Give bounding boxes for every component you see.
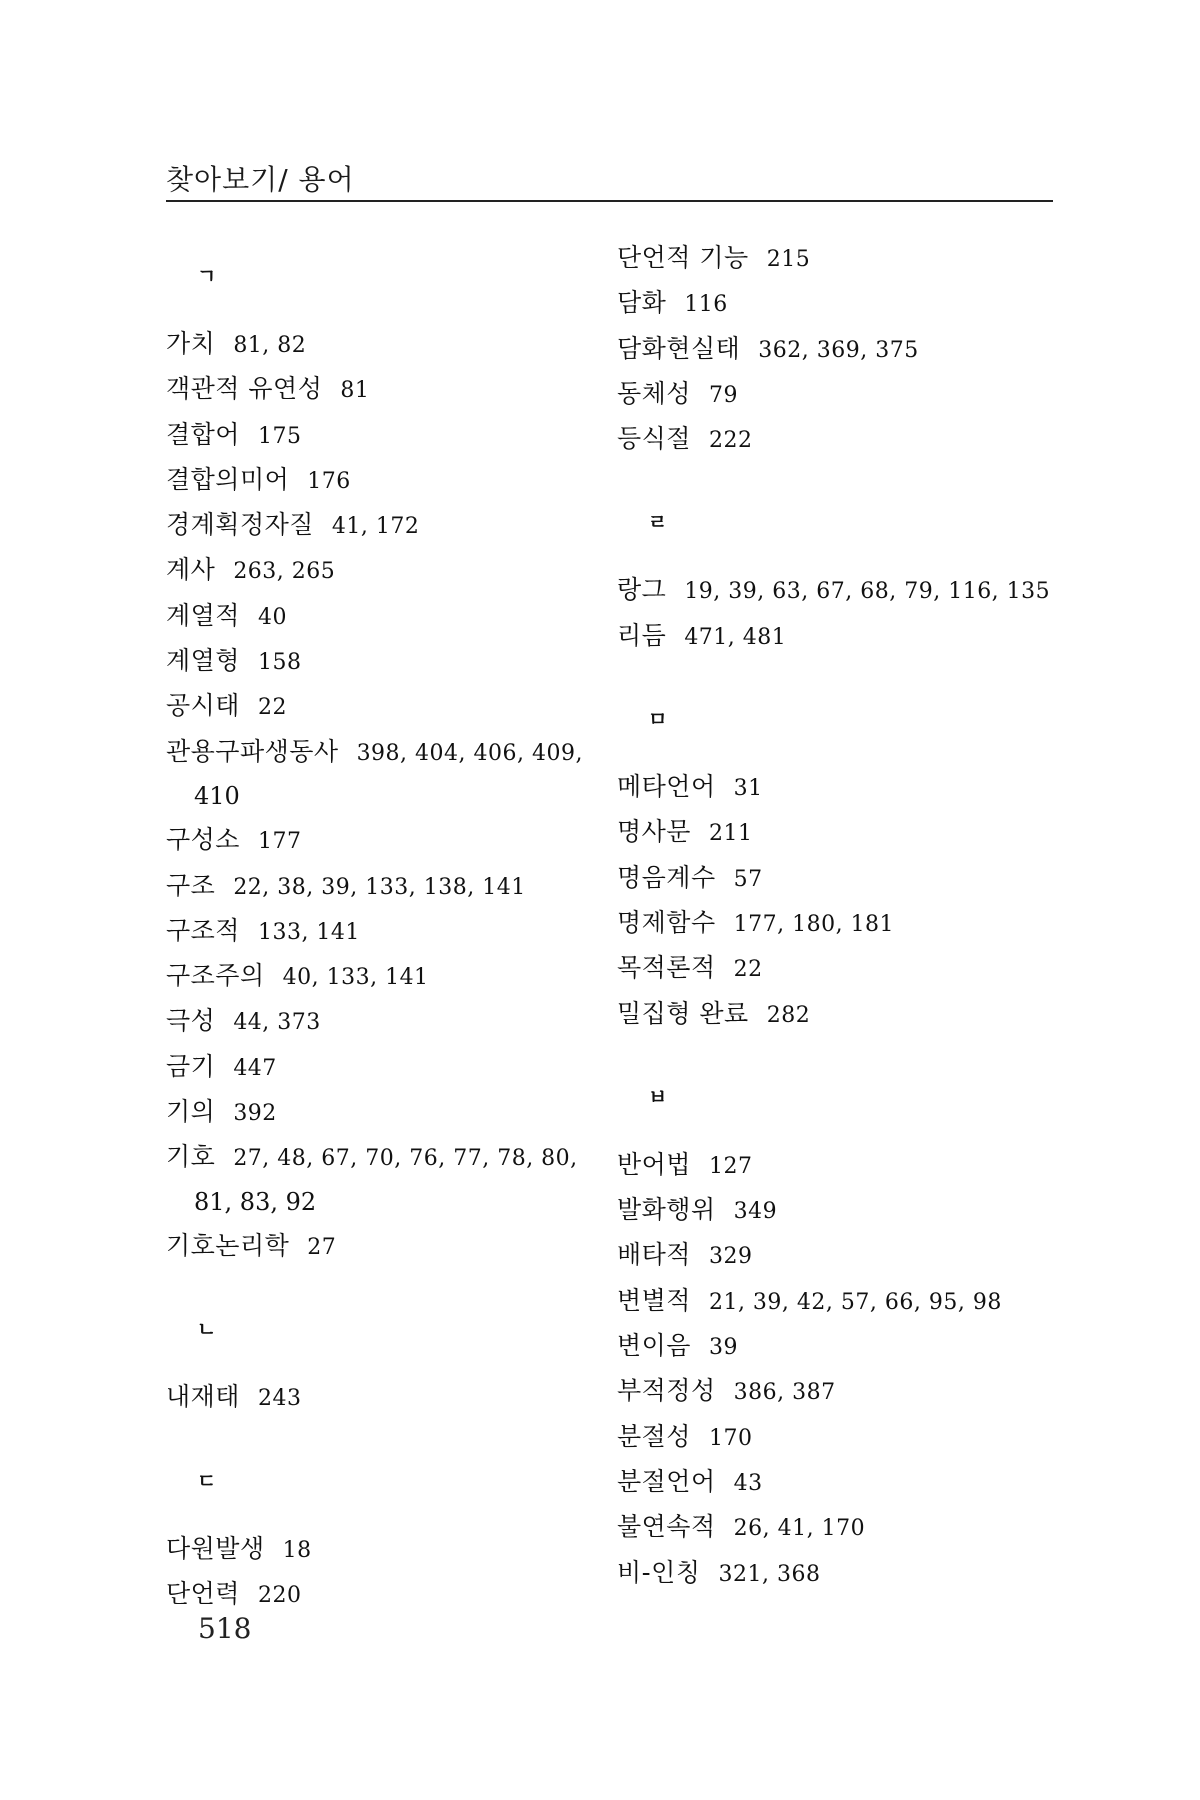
- page-references: 177: [257, 829, 302, 855]
- index-term: 밀집형 완료: [617, 998, 749, 1028]
- index-column-right: [617, 236, 1057, 1596]
- page-references: 398, 404, 406, 409,: [356, 740, 583, 766]
- page-references: 31: [733, 776, 763, 802]
- index-entry: [166, 639, 606, 684]
- index-term: 변별적: [617, 1285, 691, 1315]
- index-entry: [166, 1375, 606, 1420]
- index-term: 계열형: [166, 646, 240, 676]
- index-entry: [166, 999, 606, 1044]
- page-references: 158: [257, 650, 302, 676]
- page-references: 18: [282, 1537, 312, 1563]
- page-references: 43: [733, 1470, 763, 1496]
- section-letter: ㄴ: [197, 1317, 217, 1342]
- index-entry: [617, 614, 1057, 659]
- index-term: 기의: [166, 1097, 216, 1127]
- page-references: 81, 82: [233, 333, 307, 358]
- index-term: 담화현실태: [617, 333, 741, 363]
- section-gap: [166, 1421, 606, 1465]
- index-entry: [617, 1143, 1057, 1188]
- index-term: 배타적: [617, 1240, 691, 1270]
- page-references: 39: [708, 1335, 738, 1361]
- page-references: 21, 39, 42, 57, 66, 95, 98: [708, 1289, 1002, 1315]
- index-entry: [617, 1324, 1057, 1369]
- index-term: 명음계수: [617, 862, 716, 892]
- index-entry: [166, 594, 606, 639]
- index-term: 담화: [617, 288, 667, 318]
- index-term: 구조: [166, 870, 216, 900]
- index-term: 결합어: [166, 419, 240, 449]
- index-term: 다원발생: [166, 1533, 265, 1563]
- page-references: 215: [766, 247, 811, 272]
- index-term: 리듬: [617, 620, 667, 650]
- index-term: 구성소: [166, 825, 240, 855]
- page-references: 222: [708, 428, 753, 454]
- index-entry: [166, 818, 606, 863]
- index-term: 경계획정자질: [166, 510, 314, 540]
- page-references: 133, 141: [257, 919, 360, 945]
- page-references-continued: 410: [194, 781, 240, 810]
- page-references: 282: [766, 1002, 811, 1028]
- index-term: 공시태: [166, 691, 240, 721]
- index-term: 극성: [166, 1006, 216, 1036]
- index-entry: [166, 1224, 606, 1269]
- index-term: 불연속적: [617, 1512, 716, 1542]
- index-term: 반어법: [617, 1149, 691, 1179]
- section-letter: ㅂ: [648, 1084, 668, 1109]
- page-references: 175: [257, 423, 302, 449]
- index-term: 변이음: [617, 1331, 691, 1361]
- index-term: 부적정성: [617, 1376, 716, 1406]
- index-entry: [166, 367, 606, 412]
- index-entry: [166, 503, 606, 548]
- index-term: 구조적: [166, 915, 240, 945]
- index-entry: [617, 1460, 1057, 1505]
- page-references: 243: [257, 1386, 302, 1412]
- page-references: 220: [257, 1582, 302, 1608]
- index-entry: [617, 281, 1057, 326]
- index-entry: [166, 413, 606, 458]
- index-term: 가치: [166, 329, 216, 358]
- index-term: 발화행위: [617, 1195, 716, 1225]
- page-references: 26, 41, 170: [733, 1516, 866, 1542]
- index-term: 결합의미어: [166, 464, 290, 494]
- page-references: 81: [340, 378, 370, 404]
- page-references: 79: [708, 382, 738, 408]
- index-entry: [617, 765, 1057, 810]
- index-term: 관용구파생동사: [166, 736, 339, 766]
- index-term: 단언적 기능: [617, 243, 749, 272]
- page-references: 329: [708, 1244, 753, 1270]
- index-entry: [617, 946, 1057, 991]
- page-references: 471, 481: [684, 624, 787, 650]
- page-references: 40, 133, 141: [282, 965, 429, 991]
- page-references-continued: 81, 83, 92: [194, 1187, 317, 1216]
- index-entry: [617, 1415, 1057, 1460]
- index-term: 동체성: [617, 378, 691, 408]
- index-term: 계열적: [166, 600, 240, 630]
- index-entry: [166, 864, 606, 909]
- index-entry: [166, 684, 606, 729]
- index-entry: [617, 1188, 1057, 1233]
- page-references: 386, 387: [733, 1380, 836, 1406]
- page-references: 40: [257, 604, 287, 630]
- index-entry: [166, 1572, 606, 1617]
- section-gap: [166, 1269, 606, 1313]
- section-gap: [617, 659, 1057, 703]
- index-entry: [166, 954, 606, 999]
- index-column-left: [166, 260, 606, 1617]
- index-term: 명제함수: [617, 907, 716, 937]
- page-references: 176: [307, 468, 351, 494]
- index-term: 등식절: [617, 424, 691, 454]
- index-entry: [617, 856, 1057, 901]
- page-references: 116: [684, 292, 728, 318]
- index-term: 분절언어: [617, 1466, 716, 1496]
- index-entry: [617, 568, 1057, 613]
- running-head: 찾아보기/ 용어: [166, 163, 355, 196]
- page-references: 362, 369, 375: [758, 337, 919, 363]
- page-references: 44, 373: [233, 1010, 321, 1036]
- index-entry: [617, 901, 1057, 946]
- page-references: 447: [233, 1055, 277, 1081]
- page-references: 263, 265: [233, 559, 336, 585]
- section-gap: [617, 462, 1057, 506]
- index-entry: [617, 372, 1057, 417]
- page-references: 349: [733, 1199, 778, 1225]
- index-term: 목적론적: [617, 953, 716, 983]
- index-entry: [166, 730, 606, 819]
- section-gap: [617, 1037, 1057, 1081]
- page-references: 41, 172: [331, 514, 420, 540]
- page-references: 177, 180, 181: [733, 911, 895, 937]
- page-references: 22, 38, 39, 133, 138, 141: [233, 874, 526, 900]
- page-references: 321, 368: [718, 1561, 821, 1587]
- page-number: 518: [198, 1612, 252, 1645]
- index-entry: [166, 458, 606, 503]
- index-term: 금기: [166, 1051, 216, 1081]
- header-rule: [166, 200, 1053, 202]
- page-references: 127: [708, 1153, 753, 1179]
- page-references: 392: [233, 1101, 277, 1127]
- index-entry: [617, 417, 1057, 462]
- index-entry: [166, 909, 606, 954]
- index-entry: [617, 810, 1057, 855]
- index-entry: [617, 992, 1057, 1037]
- index-entry: [617, 1505, 1057, 1550]
- index-entry: [166, 1045, 606, 1090]
- index-term: 내재태: [166, 1382, 240, 1412]
- index-term: 랑그: [617, 575, 667, 605]
- index-term: 객관적 유연성: [166, 374, 323, 404]
- index-term: 구조주의: [166, 961, 265, 991]
- page-references: 22: [257, 695, 287, 721]
- index-term: 계사: [166, 555, 216, 585]
- index-entry: [166, 1135, 606, 1224]
- index-entry: [617, 1279, 1057, 1324]
- index-entry: [617, 236, 1057, 281]
- index-entry: [617, 1551, 1057, 1596]
- section-letter: ㅁ: [648, 707, 668, 732]
- index-term: 단언력: [166, 1578, 240, 1608]
- index-entry: [166, 548, 606, 593]
- section-letter: ㄷ: [197, 1468, 217, 1493]
- index-entry: [166, 322, 606, 367]
- index-entry: [617, 327, 1057, 372]
- page-references: 170: [708, 1425, 753, 1451]
- page-references: 27, 48, 67, 70, 76, 77, 78, 80,: [233, 1146, 578, 1172]
- index-entry: [617, 1233, 1057, 1278]
- page-references: 19, 39, 63, 67, 68, 79, 116, 135: [684, 579, 1051, 605]
- index-term: 기호논리학: [166, 1230, 290, 1260]
- index-entry: [166, 1527, 606, 1572]
- index-entry: [617, 1369, 1057, 1414]
- index-term: 메타언어: [617, 772, 716, 802]
- page-references: 211: [708, 821, 753, 847]
- index-term: 분절성: [617, 1421, 691, 1451]
- index-term: 기호: [166, 1142, 216, 1172]
- page-references: 22: [733, 957, 763, 983]
- section-letter: ㄱ: [197, 264, 217, 288]
- index-term: 명사문: [617, 817, 691, 847]
- page-references: 27: [307, 1234, 337, 1260]
- section-letter: ㄹ: [648, 510, 668, 535]
- index-term: 비-인칭: [617, 1557, 701, 1587]
- page-references: 57: [733, 866, 763, 892]
- index-entry: [166, 1090, 606, 1135]
